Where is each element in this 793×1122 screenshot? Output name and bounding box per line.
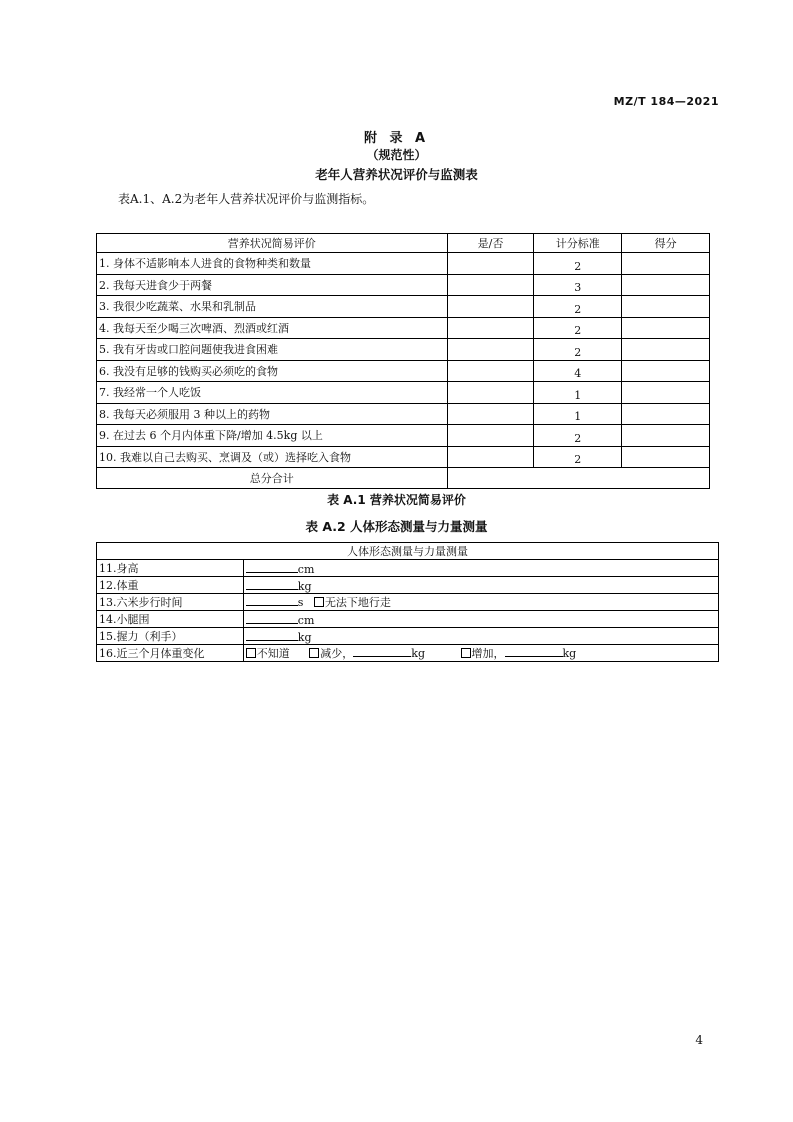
nutrition-evaluation-table — [96, 233, 710, 489]
table-a2-caption: 表 A.2 人体形态测量与力量测量 — [305, 519, 488, 534]
measure-label: 11.身高 — [97, 560, 244, 577]
score-standard-cell: 2 — [534, 339, 622, 361]
fill-blank[interactable] — [246, 629, 298, 641]
score-cell[interactable] — [622, 425, 710, 447]
total-row — [97, 468, 710, 489]
measure-input-cell[interactable] — [243, 577, 718, 594]
column-header: 是/否 — [447, 234, 534, 253]
table-row — [97, 560, 719, 577]
appendix-type: （规范性） — [366, 148, 427, 162]
score-standard-cell: 2 — [534, 253, 622, 275]
measure-input-cell[interactable] — [243, 645, 718, 662]
column-header: 营养状况简易评价 — [97, 234, 448, 253]
unit-label: kg — [297, 579, 312, 593]
unit-label: kg — [297, 630, 312, 644]
unit-label: s — [297, 596, 304, 609]
unit-label: kg — [411, 647, 425, 660]
table-a1-caption: 表 A.1 营养状况简易评价 — [327, 493, 466, 507]
yes-no-cell[interactable] — [447, 425, 534, 447]
table-row — [97, 274, 710, 296]
item-cell: 3. 我很少吃蔬菜、水果和乳制品 — [97, 296, 448, 318]
table-row — [97, 577, 719, 594]
table-row — [97, 628, 719, 645]
table-header-row — [97, 234, 710, 253]
fill-blank[interactable] — [246, 612, 298, 624]
score-standard-cell: 1 — [534, 403, 622, 425]
checkbox[interactable] — [314, 597, 324, 607]
measure-input-cell[interactable] — [243, 594, 718, 611]
score-cell[interactable] — [622, 360, 710, 382]
measure-label: 12.体重 — [97, 577, 244, 594]
option-label: 增加， — [471, 647, 505, 660]
measure-input-cell[interactable] — [243, 560, 718, 577]
item-cell: 5. 我有牙齿或口腔问题使我进食困难 — [97, 339, 448, 361]
column-header: 得分 — [622, 234, 710, 253]
unit-label: kg — [562, 647, 577, 660]
table-row — [97, 317, 710, 339]
checkbox[interactable] — [309, 648, 319, 658]
measure-label: 15.握力（利手） — [97, 628, 244, 645]
table-row — [97, 382, 710, 404]
score-cell[interactable] — [622, 446, 710, 468]
score-standard-cell: 1 — [534, 382, 622, 404]
measure-label: 13.六米步行时间 — [97, 594, 244, 611]
total-label: 总分合计 — [97, 468, 448, 489]
item-cell: 7. 我经常一个人吃饭 — [97, 382, 448, 404]
appendix-title: 附 录 A — [363, 131, 430, 146]
table-header-row — [97, 543, 719, 560]
yes-no-cell[interactable] — [447, 382, 534, 404]
yes-no-cell[interactable] — [447, 403, 534, 425]
table-row — [97, 339, 710, 361]
score-cell[interactable] — [622, 339, 710, 361]
table-row — [97, 425, 710, 447]
fill-blank[interactable] — [246, 594, 298, 606]
item-cell: 8. 我每天必须服用 3 种以上的药物 — [97, 403, 448, 425]
item-cell: 9. 在过去 6 个月内体重下降/增加 4.5kg 以上 — [97, 425, 448, 447]
total-value-cell[interactable] — [447, 468, 709, 489]
item-cell: 4. 我每天至少喝三次啤酒、烈酒或红酒 — [97, 317, 448, 339]
fill-blank[interactable] — [353, 645, 411, 657]
intro-text: 表A.1、A.2为老年人营养状况评价与监测指标。 — [118, 192, 375, 206]
fill-blank[interactable] — [246, 561, 298, 573]
body-measurement-table — [96, 542, 719, 662]
yes-no-cell[interactable] — [447, 339, 534, 361]
score-cell[interactable] — [622, 274, 710, 296]
yes-no-cell[interactable] — [447, 317, 534, 339]
measure-label: 16.近三个月体重变化 — [97, 645, 244, 662]
measure-input-cell[interactable] — [243, 611, 718, 628]
item-cell: 6. 我没有足够的钱购买必须吃的食物 — [97, 360, 448, 382]
item-cell: 2. 我每天进食少于两餐 — [97, 274, 448, 296]
score-cell[interactable] — [622, 317, 710, 339]
score-standard-cell: 4 — [534, 360, 622, 382]
option-label: 无法下地行走 — [324, 596, 391, 609]
standard-number: MZ/T 184—2021 — [613, 95, 719, 108]
table-row — [97, 645, 719, 662]
score-standard-cell: 3 — [534, 274, 622, 296]
table-row — [97, 446, 710, 468]
score-cell[interactable] — [622, 382, 710, 404]
score-standard-cell: 2 — [534, 446, 622, 468]
fill-blank[interactable] — [246, 578, 298, 590]
table-row — [97, 403, 710, 425]
fill-blank[interactable] — [505, 645, 563, 657]
score-cell[interactable] — [622, 253, 710, 275]
score-cell[interactable] — [622, 296, 710, 318]
item-cell: 10. 我难以自己去购买、烹调及（或）选择吃入食物 — [97, 446, 448, 468]
score-standard-cell: 2 — [534, 425, 622, 447]
yes-no-cell[interactable] — [447, 274, 534, 296]
table-row — [97, 296, 710, 318]
checkbox[interactable] — [461, 648, 471, 658]
score-cell[interactable] — [622, 403, 710, 425]
table-row — [97, 611, 719, 628]
score-standard-cell: 2 — [534, 296, 622, 318]
option-label: 减少， — [320, 647, 354, 660]
item-cell: 1. 身体不适影响本人进食的食物种类和数量 — [97, 253, 448, 275]
unit-label: cm — [297, 562, 315, 576]
table-row — [97, 360, 710, 382]
yes-no-cell[interactable] — [447, 296, 534, 318]
table-row — [97, 253, 710, 275]
unit-label: cm — [297, 613, 315, 627]
table-header: 人体形态测量与力量测量 — [97, 543, 719, 560]
checkbox[interactable] — [246, 648, 256, 658]
column-header: 计分标准 — [534, 234, 622, 253]
option-label: 不知道 — [256, 647, 290, 660]
yes-no-cell[interactable] — [447, 360, 534, 382]
page-number: 4 — [695, 1033, 703, 1047]
yes-no-cell[interactable] — [447, 253, 534, 275]
measure-input-cell[interactable] — [243, 628, 718, 645]
appendix-name: 老年人营养状况评价与监测表 — [315, 167, 478, 182]
measure-label: 14.小腿围 — [97, 611, 244, 628]
score-standard-cell: 2 — [534, 317, 622, 339]
table-row — [97, 594, 719, 611]
yes-no-cell[interactable] — [447, 446, 534, 468]
